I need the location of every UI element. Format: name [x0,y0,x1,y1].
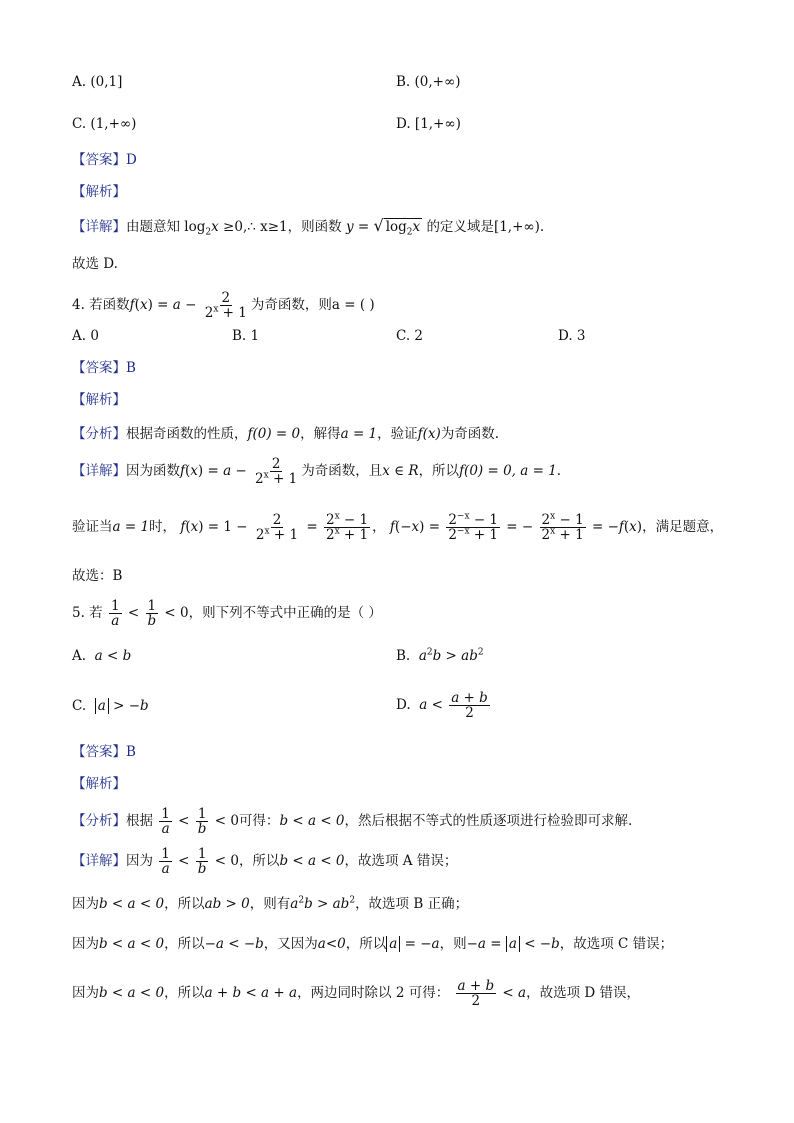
q4-conclusion: 故选：B [72,568,123,584]
q4-stem: 4. 若函数f(x) = a − $\frac{2}{2^x + 1}$ 为奇函数，则a = ( ) [72,290,375,321]
q5-option-c: C. a > −b [72,698,149,714]
q5-line-2: 因为b < a < 0，所以ab > 0，则有$a^2b > ab^2$，故选项 B 正确； [72,895,469,912]
q3-detail: 【详解】由题意知 $\log_2x$ ≥0,∴ x≥1，则函数 y = √ $\log_2x$ 的定义域是[1,+∞). [72,216,545,238]
q4-option-b: B. 1 [232,328,260,344]
q5-analysis-tag: 【解析】 [72,776,126,792]
q3-answer: 【答案】D [72,152,137,168]
q3-option-d: D. [1,+∞) [396,116,461,132]
q5-option-a: A. a < b [72,648,132,664]
q5-detail: 【详解】因为 $\frac{1}{a}$ < $\frac{1}{b}$ < 0，所以b < a < 0，故选项 A 错误； [72,846,458,877]
q3-analysis-tag: 【解析】 [72,184,126,200]
q4-option-a: A. 0 [72,328,99,344]
q4-verify: 验证当a = 1时， f(x) = 1 − $\frac{2}{2^x + 1}$ = $\frac{2^x - 1}{2^x + 1}$ ， f(−x) = $\frac{2^{-x} - 1}{2^{-x} + 1}$ = − $\frac{2^x - 1}{2^x + 1}$ = −f(x)，满足题意， [72,511,724,543]
q4-option-d: D. 3 [558,328,586,344]
q3-option-c: C. (1,+∞) [72,116,137,132]
q3-conclusion: 故选 D. [72,256,118,272]
q4-option-c: C. 2 [396,328,424,344]
q3-option-b: B. (0,+∞) [396,74,461,90]
q4-fenxi: 【分析】根据奇函数的性质，f(0) = 0，解得a = 1，验证f(x)为奇函数. [72,426,500,442]
q5-answer: 【答案】B [72,744,136,760]
q5-line-4: 因为b < a < 0，所以a + b < a + a，两边同时除以 2 可得： $\frac{a + b}{2}$ < a，故选项 D 错误， [72,978,640,1009]
q5-stem: 5. 若 $\frac{1}{a}$ < $\frac{1}{b}$ < 0，则下列不等式中正确的是（ ） [72,598,382,629]
q5-option-b: B. $a^2b > ab^2$ [396,647,484,664]
q5-line-3: 因为b < a < 0，所以−a < −b，又因为a<0，所以 a = −a，则−a = a < −b，故选项 C 错误； [72,936,674,952]
q4-detail: 【详解】因为函数f(x) = a − $\frac{2}{2^x + 1}$ 为奇函数，且x ∈ R，所以f(0) = 0, a = 1. [72,456,562,487]
q4-answer: 【答案】B [72,360,136,376]
q3-option-a: A. (0,1] [72,74,123,90]
q5-fenxi: 【分析】根据 $\frac{1}{a}$ < $\frac{1}{b}$ < 0可得：b < a < 0，然后根据不等式的性质逐项进行检验即可求解. [72,806,633,837]
q4-analysis-tag: 【解析】 [72,392,126,408]
q5-option-d: D. a < $\frac{a + b}{2}$ [396,690,488,721]
